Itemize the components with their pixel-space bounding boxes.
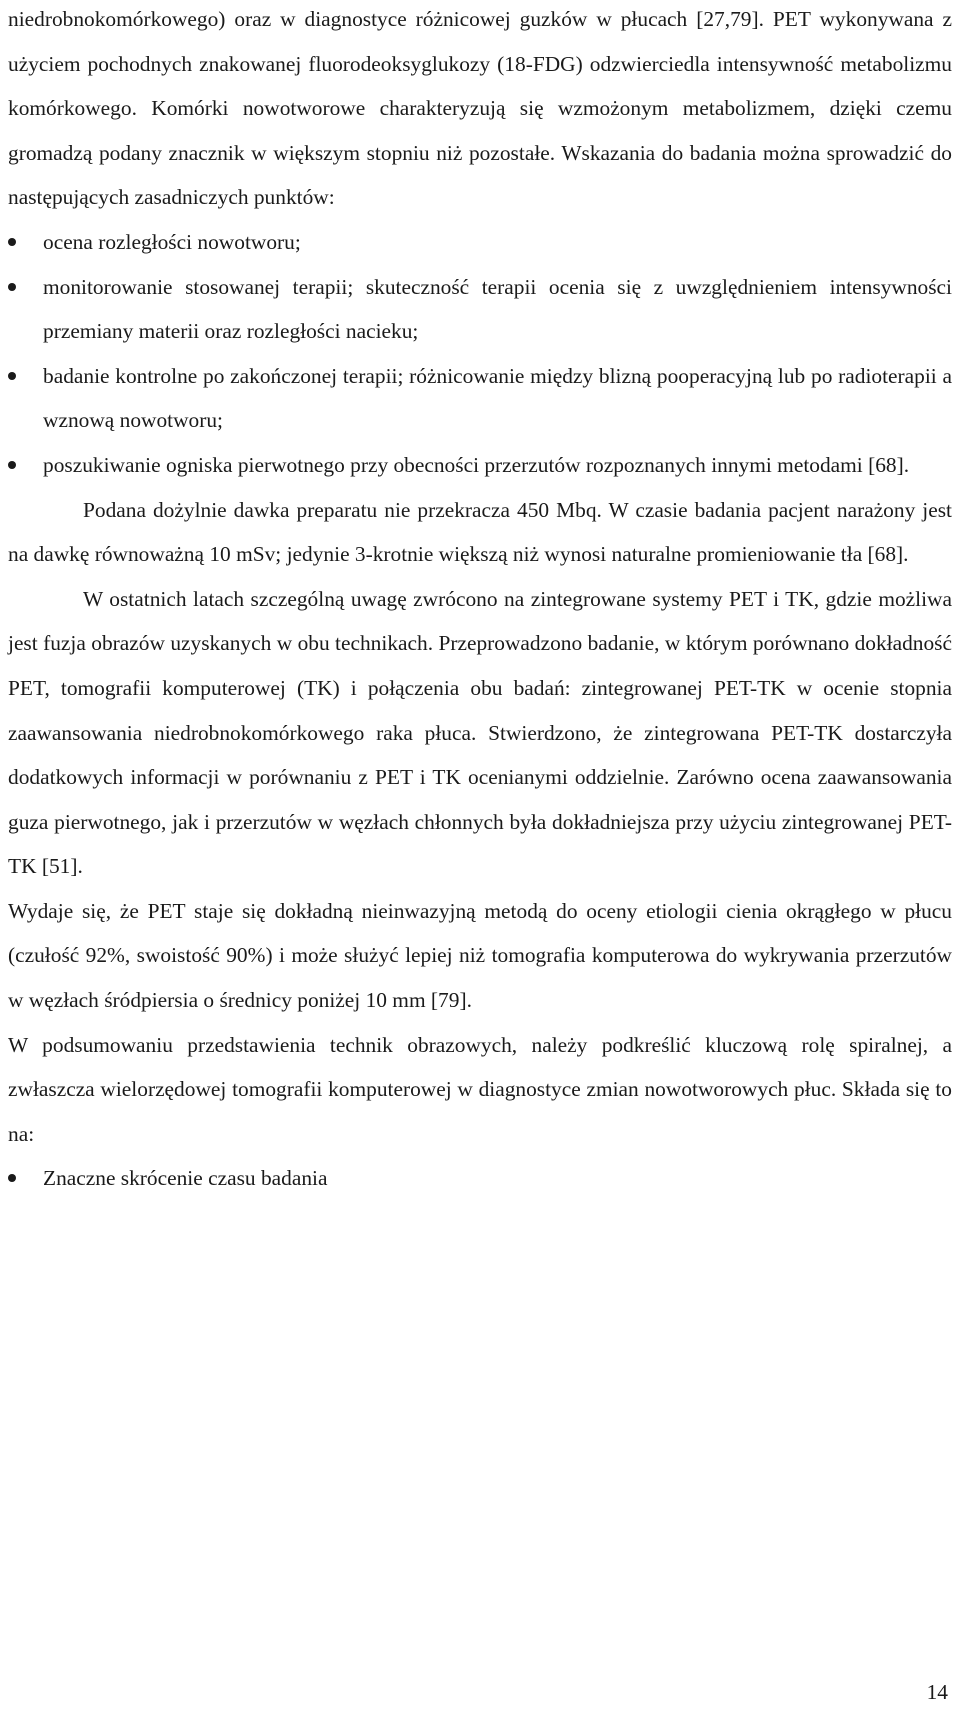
paragraph-summary: W podsumowaniu przedstawienia technik obrazowych, należy podkreślić kluczową rolę spiralnej, a zwłaszcza wielorzędowej tomografii komputerowej w diagnostyce zmian nowotworowych płuc. Składa się to na: <box>8 1032 952 1146</box>
list-item-text: poszukiwanie ogniska pierwotnego przy obecności przerzutów rozpoznanych innymi metodami [68]. <box>43 452 910 477</box>
bullet-icon <box>8 372 16 380</box>
bullet-icon <box>8 238 16 246</box>
list-item <box>8 220 952 265</box>
bullet-icon <box>8 283 16 291</box>
page-number: 14 <box>926 1680 948 1704</box>
list-item-text: badanie kontrolne po zakończonej terapii; różnicowanie między blizną pooperacyjną lub po radioterapii a wznową nowotworu; <box>43 363 952 433</box>
paragraph-pet-intro: niedrobnokomórkowego) oraz w diagnostyce różnicowej guzków w płucach [27,79]. PET wykonywana z użyciem pochodnych znakowanej fluorodeoksyglukozy (18-FDG) odzwierciedla intensywność metabolizmu komórkowego. Komórki nowotworowe charakteryzują się wzmożonym metabolizmem, dzięki czemu gromadzą podany znacznik w większym stopniu niż pozostałe. Wskazania do badania można sprowadzić do następujących zasadniczych punktów: <box>8 7 952 210</box>
summary-list <box>8 1156 952 1201</box>
list-item <box>8 354 952 443</box>
list-item <box>8 1156 952 1201</box>
paragraph-dose: Podana dożylnie dawka preparatu nie przekracza 450 Mbq. W czasie badania pacjent narażony jest na dawkę równoważną 10 mSv; jedynie 3-krotnie większą niż wynosi naturalne promieniowanie tła [68]. <box>8 497 952 567</box>
paragraph-pet-tk: W ostatnich latach szczególną uwagę zwrócono na zintegrowane systemy PET i TK, gdzie możliwa jest fuzja obrazów uzyskanych w obu technikach. Przeprowadzono badanie, w którym porównano dokładność PET, tomografii komputerowej (TK) i połączenia obu badań: zintegrowanej PET-TK w ocenie stopnia zaawansowania niedrobnokomórkowego raka płuca. Stwierdzono, że zintegrowana PET-TK dostarczyła dodatkowych informacji w porównaniu z PET i TK ocenianymi oddzielnie. Zarówno ocena zaawansowania guza pierwotnego, jak i przerzutów w węzłach chłonnych była dokładniejsza przy użyciu zintegrowanej PET-TK [51]. <box>8 586 952 879</box>
list-item <box>8 265 952 354</box>
bullet-icon <box>8 461 16 469</box>
list-item-text: Znaczne skrócenie czasu badania <box>43 1166 328 1191</box>
pet-indications-list <box>8 220 952 488</box>
list-item-text: monitorowanie stosowanej terapii; skuteczność terapii ocenia się z uwzględnieniem intensywności przemiany materii oraz rozległości nacieku; <box>43 274 952 344</box>
list-item-text: ocena rozległości nowotworu; <box>43 229 301 254</box>
bullet-icon <box>8 1174 16 1182</box>
paragraph-pet-accuracy: Wydaje się, że PET staje się dokładną nieinwazyjną metodą do oceny etiologii cienia okrągłego w płucu (czułość 92%, swoistość 90%) i może służyć lepiej niż tomografia komputerowa do wykrywania przerzutów w węzłach śródpiersia o średnicy poniżej 10 mm [79]. <box>8 898 952 1013</box>
list-item <box>8 443 952 488</box>
